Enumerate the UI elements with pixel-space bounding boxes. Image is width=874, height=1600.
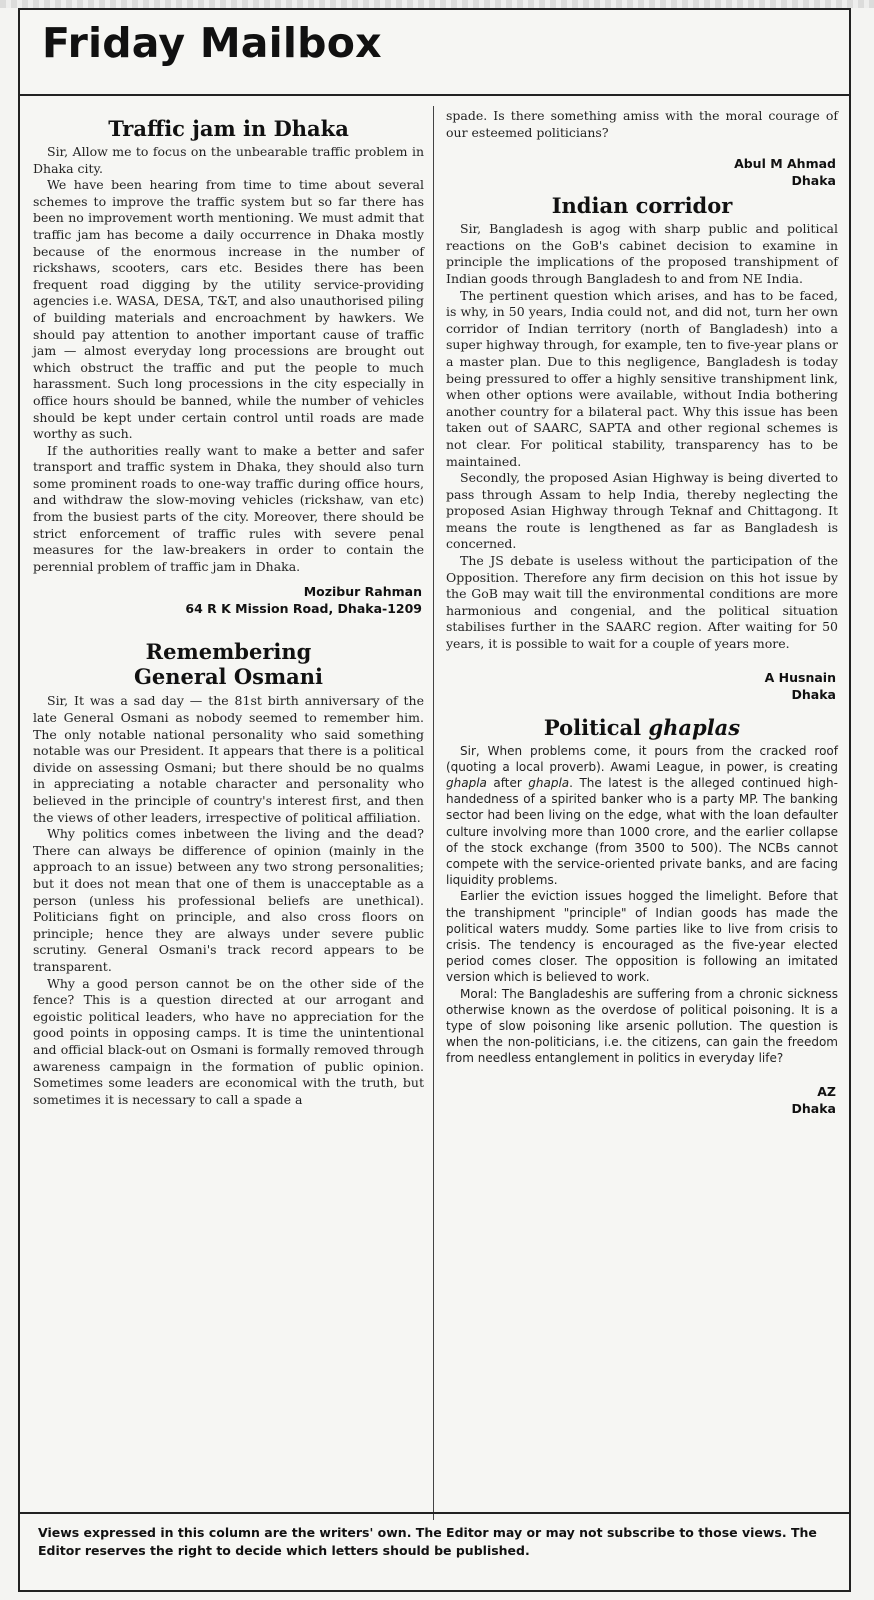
page-title: Friday Mailbox xyxy=(42,19,382,67)
letter-signature xyxy=(446,1083,836,1117)
text-run: Sir, When problems come, it pours from the cracked roof (quoting a local proverb). Awami League, in power, is creating xyxy=(446,743,838,774)
author-location: Dhaka xyxy=(791,686,836,702)
column-right xyxy=(433,106,853,1520)
author-name: Mozibur Rahman xyxy=(303,584,422,600)
letter-paragraph: Earlier the eviction issues hogged the limelight. Before that the transhipment "principle" of Indian goods has made the political waters muddy. Some parties like to live from crisis to crisis. The tendency is encouraged as the five-year elected period comes closer. The opposition is following an imitated version which is believed to work. xyxy=(446,889,838,985)
headline-prefix: Political xyxy=(543,714,642,740)
letter-headline: Traffic jam in Dhaka xyxy=(108,116,349,141)
letter-paragraph: Sir, It was a sad day — the 81st birth anniversary of the late General Osmani as nobody seemed to remember him. The only notable national personality who said something notable was our President. It appears that there is a political divide on assessing Osmani; but there should be no qualms in appreciating a notable character and personality who believed in the principle of country's interest first, and then the views of other leaders, irrespective of political affiliation. xyxy=(33,693,424,825)
editorial-disclaimer xyxy=(20,1512,849,1590)
letter-headline xyxy=(446,714,838,740)
letter-signature xyxy=(446,155,836,189)
letter-indian-corridor xyxy=(446,195,838,702)
author-name: A Husnain xyxy=(764,669,836,685)
headline-line: General Osmani xyxy=(133,664,324,690)
text-run: after xyxy=(486,776,529,791)
letter-paragraph: The pertinent question which arises, and has to be faced, is why, in 50 years, India could not, and did not, turn her own corridor of Indian territory (north of Bangladesh) into a super highway through, for example, ten to five-year plans or a master plan. Due to this negligence, Bangladesh is today being pressured to offer a highly sensitive transhipment link, when other options were available, without India bothering another country for a bilateral pact. Why this issue has been taken out of SAARC, SAPTA and other regional schemes is not clear. For political stability, transparency has to be maintained. xyxy=(446,287,838,469)
column-left xyxy=(20,106,433,1520)
text-run-italic: ghapla xyxy=(528,776,570,791)
letter-signature xyxy=(33,583,422,617)
columns xyxy=(20,106,849,1520)
letter-political-ghaplas xyxy=(446,714,838,1117)
headline-line: Remembering xyxy=(145,639,312,665)
disclaimer-text: Views expressed in this column are the writers' own. The Editor may or may not subscribe to those views. The Editor reserves the right to decide which letters should be published. xyxy=(38,1525,817,1558)
letter-paragraph: The JS debate is useless without the participation of the Opposition. Therefore any firm decision on this hot issue by the GoB may wait till the environmental conditions are more harmonious and congenial, and the political situation stabilises further in the SAARC region. After waiting for 50 years, it is possible to wait for a couple of years more. xyxy=(446,553,838,652)
mailbox-frame xyxy=(18,8,851,1592)
letter-paragraph: spade. Is there something amiss with the moral courage of our esteemed politicians? xyxy=(446,108,838,140)
author-name: AZ xyxy=(817,1083,836,1099)
letter-headline: Indian corridor xyxy=(551,193,733,219)
author-name: Abul M Ahmad xyxy=(734,156,836,172)
headline-italic: ghaplas xyxy=(648,714,741,740)
text-run-italic: ghapla xyxy=(446,776,487,791)
letter-remembering-osmani xyxy=(33,639,424,1108)
letter-signature xyxy=(446,669,836,703)
masthead xyxy=(20,10,849,96)
letter-paragraph: If the authorities really want to make a better and safer transport and traffic system in Dhaka, they should also turn some prominent roads to one-way traffic during office hours, and withdraw the slow-moving vehicles (rickshaw, van etc) from the busiest parts of the city. Moreover, there should be strict enforcement of traffic rules with severe penal measures for the law-breakers in order to contain the perennial problem of traffic jam in Dhaka. xyxy=(33,442,424,574)
letter-paragraph: We have been hearing from time to time about several schemes to improve the traffic system but so far there has been no improvement worth mentioning. We must admit that traffic jam has become a daily occurrence in Dhaka mostly because of the enormous increase in the number of rickshaws, scooters, cars etc. Besides there has been frequent road digging by the utility service-providing agencies i.e. WASA, DESA, T&T, and also unauthorised piling of building materials and encroachment by hawkers. We should pay attention to another important cause of traffic jam — almost everyday long processions are brought out which obstruct the traffic and put the people to much harassment. Such long processions in the city especially in office hours should be banned, while the number of vehicles should be kept under certain control until roads are made worthy as such. xyxy=(33,177,424,442)
letter-traffic-jam xyxy=(33,118,424,617)
letter-paragraph: Sir, Bangladesh is agog with sharp public and political reactions on the GoB's cabinet decision to examine in principle the implications of the proposed transhipment of Indian goods through Bangladesh to and from NE India. xyxy=(446,221,838,286)
author-location: 64 R K Mission Road, Dhaka-1209 xyxy=(185,601,422,617)
author-location: Dhaka xyxy=(791,173,836,189)
letter-osmani-continued xyxy=(446,108,838,189)
letter-paragraph: Secondly, the proposed Asian Highway is being diverted to pass through Assam to help India, thereby neglecting the proposed Asian Highway through Teknaf and Chittagong. It means the route is lengthened as far as Bangladesh is concerned. xyxy=(446,470,838,552)
letter-paragraph: Why politics comes inbetween the living and the dead? There can always be difference of opinion (mainly in the approach to an issue) between any two strong personalities; but it does not mean that one of them is unacceptable as a person (unless his professional beliefs are unethical). Politicians fight on principle, and also cross floors on principle; hence they are always under severe public scrutiny. General Osmani's track record appears to be transparent. xyxy=(33,826,424,974)
letter-headline xyxy=(33,639,424,689)
letter-paragraph: Moral: The Bangladeshis are suffering from a chronic sickness otherwise known as the overdose of political poisoning. It is a type of slow poisoning like arsenic pollution. The question is when the non-politicians, i.e. the citizens, can gain the freedom from needless entanglement in politics in everyday life? xyxy=(446,986,838,1066)
author-location: Dhaka xyxy=(791,1100,836,1116)
letter-paragraph: Why a good person cannot be on the other side of the fence? This is a question directed at our arrogant and egoistic political leaders, who have no appreciation for the good points in opposing camps. It is time the unintentional and official black-out on Osmani is formally removed through awareness campaign in the formation of public opinion. Sometimes some leaders are economical with the truth, but sometimes it is necessary to call a spade a xyxy=(33,975,424,1107)
text-run: . The latest is the alleged continued high-handedness of a spirited banker who is a party MP. The banking sector had been living on the edge, what with the loan defaulter culture involving more than 1000 crore, and the earlier collapse of the stock exchange (from 3500 to 500). The NCBs cannot compete with the service-oriented private banks, and are facing liquidity problems. xyxy=(446,776,838,888)
letter-paragraph xyxy=(446,743,838,889)
letter-paragraph: Sir, Allow me to focus on the unbearable traffic problem in Dhaka city. xyxy=(33,144,424,176)
top-edge-strip xyxy=(0,0,874,8)
